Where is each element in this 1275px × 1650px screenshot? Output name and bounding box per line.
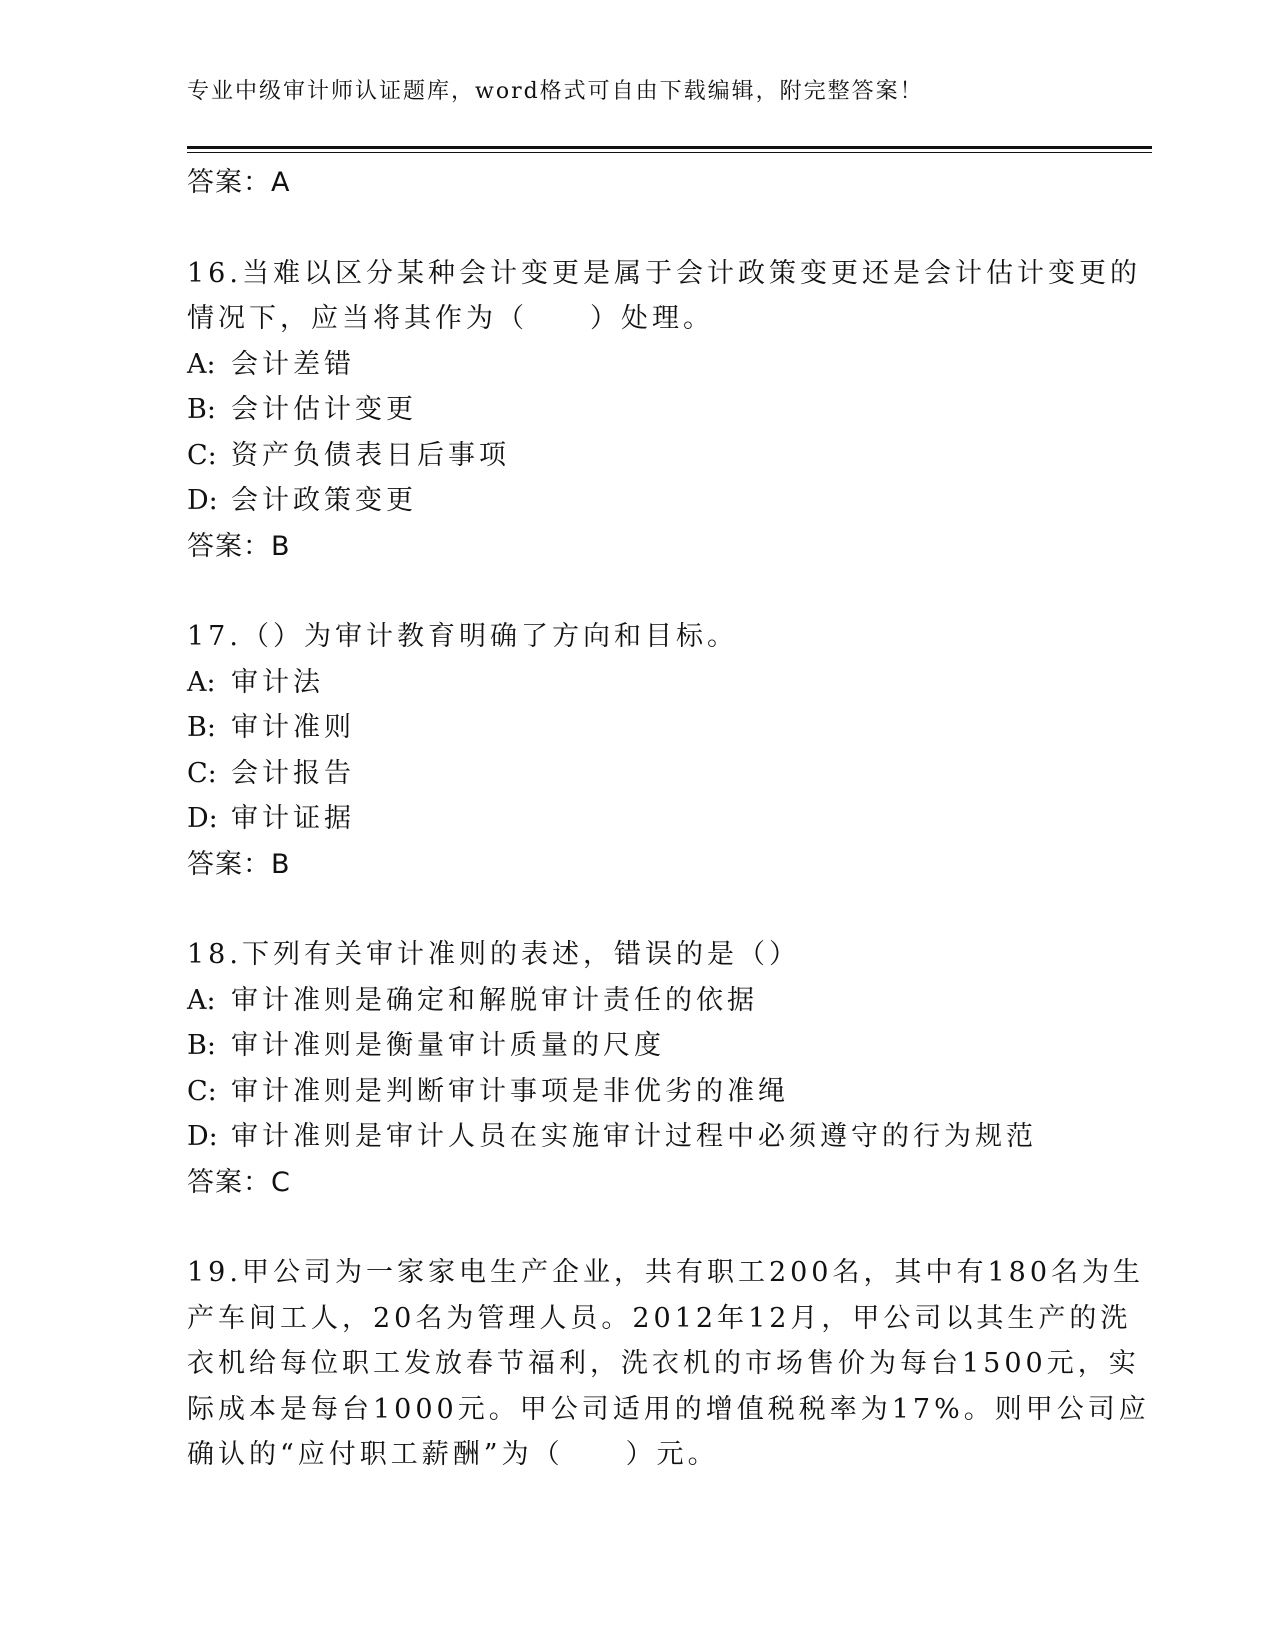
answer-line: 答案：B — [187, 530, 291, 562]
spacer — [187, 1205, 1087, 1250]
question-stem-line: 16.当难以区分某种会计变更是属于会计政策变更还是会计估计变更的 — [187, 257, 1141, 289]
option-a — [187, 342, 1087, 388]
option-b — [187, 1023, 1087, 1069]
option-text: 审计准则是判断审计事项是非优劣的准绳 — [231, 1075, 789, 1107]
option-label: D: — [187, 485, 218, 516]
option-text: 会计政策变更 — [231, 485, 417, 516]
question-stem-line: 衣机给每位职工发放春节福利，洗衣机的市场售价为每台1500元，实 — [187, 1348, 1140, 1379]
question-content — [187, 160, 1150, 1478]
option-c — [187, 1069, 1087, 1115]
question-18 — [187, 932, 1087, 1205]
option-text: 审计证据 — [231, 803, 355, 834]
option-label: C: — [187, 439, 217, 471]
option-b — [187, 705, 1087, 751]
header-rule-thick — [187, 146, 1152, 149]
option-label: A: — [187, 348, 216, 380]
option-label: A: — [187, 666, 216, 698]
option-label: A: — [187, 984, 216, 1016]
option-label: C: — [187, 1075, 217, 1107]
page-header: 专业中级审计师认证题库，word格式可自由下载编辑，附完整答案！ — [187, 79, 924, 104]
question-stem-line: 确认的“应付职工薪酬”为（ ）元。 — [187, 1439, 719, 1470]
option-label: B: — [187, 1030, 216, 1061]
option-label: B: — [187, 712, 216, 743]
question-stem-line: 17.（）为审计教育明确了方向和目标。 — [187, 621, 738, 652]
option-label: D: — [187, 803, 218, 834]
option-text: 审计准则是确定和解脱审计责任的依据 — [231, 984, 758, 1016]
option-a — [187, 978, 1087, 1024]
answer-line: 答案：C — [187, 1166, 291, 1198]
header-rule-thin — [187, 152, 1152, 153]
option-text: 审计准则是审计人员在实施审计过程中必须遵守的行为规范 — [231, 1121, 1037, 1152]
spacer — [187, 206, 1087, 251]
option-text: 审计准则是衡量审计质量的尺度 — [231, 1030, 665, 1061]
option-c — [187, 433, 1087, 479]
question-17 — [187, 614, 1087, 887]
spacer — [187, 569, 1087, 614]
answer-line: 答案：B — [187, 848, 291, 880]
spacer — [187, 887, 1087, 932]
option-text: 资产负债表日后事项 — [231, 439, 510, 471]
option-label: D: — [187, 1121, 218, 1152]
question-stem-line: 19.甲公司为一家家电生产企业，共有职工200名，其中有180名为生 — [187, 1257, 1145, 1288]
question-19 — [187, 1250, 1150, 1478]
option-text: 审计法 — [231, 666, 324, 698]
option-d — [187, 1114, 1087, 1160]
question-stem-line: 际成本是每台1000元。甲公司适用的增值税税率为17%。则甲公司应 — [187, 1393, 1150, 1425]
option-a — [187, 660, 1087, 706]
question-stem-line: 情况下，应当将其作为（ ）处理。 — [187, 303, 714, 334]
option-d — [187, 796, 1087, 842]
option-label: C: — [187, 757, 217, 789]
option-label: B: — [187, 394, 216, 425]
option-text: 会计差错 — [231, 348, 355, 380]
option-d — [187, 478, 1087, 524]
question-16 — [187, 251, 1141, 570]
question-stem-line: 产车间工人，20名为管理人员。2012年12月，甲公司以其生产的洗 — [187, 1302, 1132, 1334]
option-text: 审计准则 — [231, 712, 355, 743]
option-b — [187, 387, 1087, 433]
question-stem-line: 18.下列有关审计准则的表述，错误的是（） — [187, 939, 800, 970]
option-c — [187, 751, 1087, 797]
answer-line: 答案：A — [187, 167, 291, 198]
option-text: 会计报告 — [231, 757, 355, 789]
option-text: 会计估计变更 — [231, 394, 417, 425]
